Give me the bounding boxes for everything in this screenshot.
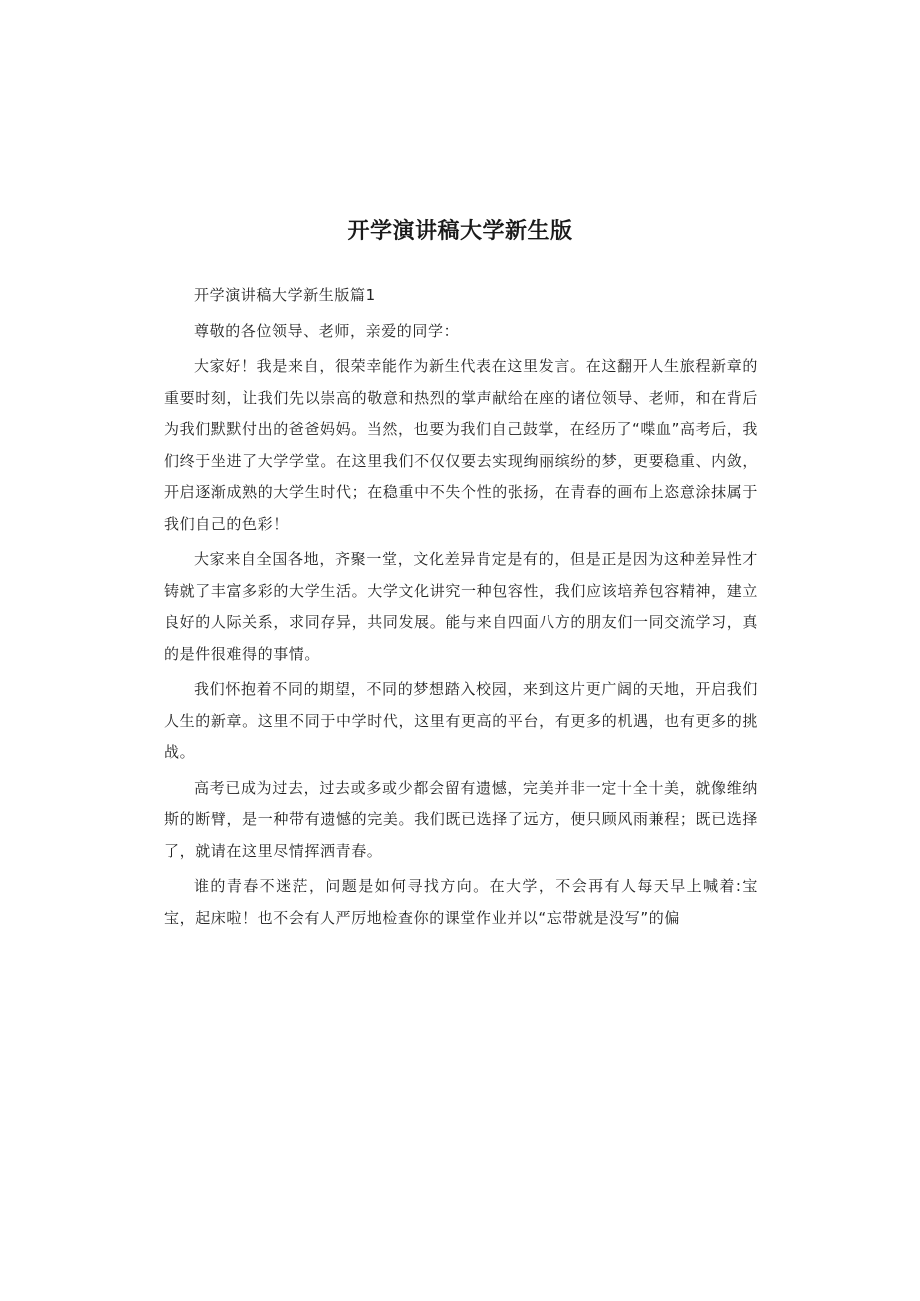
paragraph: 我们怀抱着不同的期望，不同的梦想踏入校园，来到这片更广阔的天地，开启我们人生的新章。这里不同于中学时代，这里有更高的平台，有更多的机遇，也有更多的挑战。 [164,680,758,761]
paragraph: 高考已成为过去，过去或多或少都会留有遗憾，完美并非一定十全十美，就像维纳斯的断臂，是一种带有遗憾的完美。我们既已选择了远方，便只顾风雨兼程；既已选择了，就请在这里尽情挥洒青春。 [164,778,758,860]
document-body [164,280,758,934]
paragraph: 谁的青春不迷茫，问题是如何寻找方向。在大学，不会再有人每天早上喊着:宝宝，起床啦！也不会有人严厉地检查你的课堂作业并以“忘带就是没写”的偏 [164,877,758,927]
paragraph: 大家好！我是来自，很荣幸能作为新生代表在这里发言。在这翻开人生旅程新章的重要时刻，让我们先以崇高的敬意和热烈的掌声献给在座的诸位领导、老师，和在背后为我们默默付出的爸爸妈妈。当然，也要为我们自己鼓掌，在经历了“喋血”高考后，我们终于坐进了大学学堂。在这里我们不仅仅要去实现绚丽缤纷的梦，更要稳重、内敛，开启逐渐成熟的大学生时代；在稳重中不失个性的张扬，在青春的画布上恣意涂抹属于我们自己的色彩！ [164,357,758,533]
paragraph-heading: 开学演讲稿大学新生版篇1 [194,286,376,304]
document-title: 开学演讲稿大学新生版 [347,219,573,244]
paragraph: 大家来自全国各地，齐聚一堂，文化差异肯定是有的，但是正是因为这种差异性才铸就了丰富多彩的大学生活。大学文化讲究一种包容性，我们应该培养包容精神，建立良好的人际关系，求同存异，共同发展。能与来自四面八方的朋友们一同交流学习，真的是件很难得的事情。 [164,550,758,663]
paragraph-salutation: 尊敬的各位领导、老师，亲爱的同学： [194,321,460,340]
